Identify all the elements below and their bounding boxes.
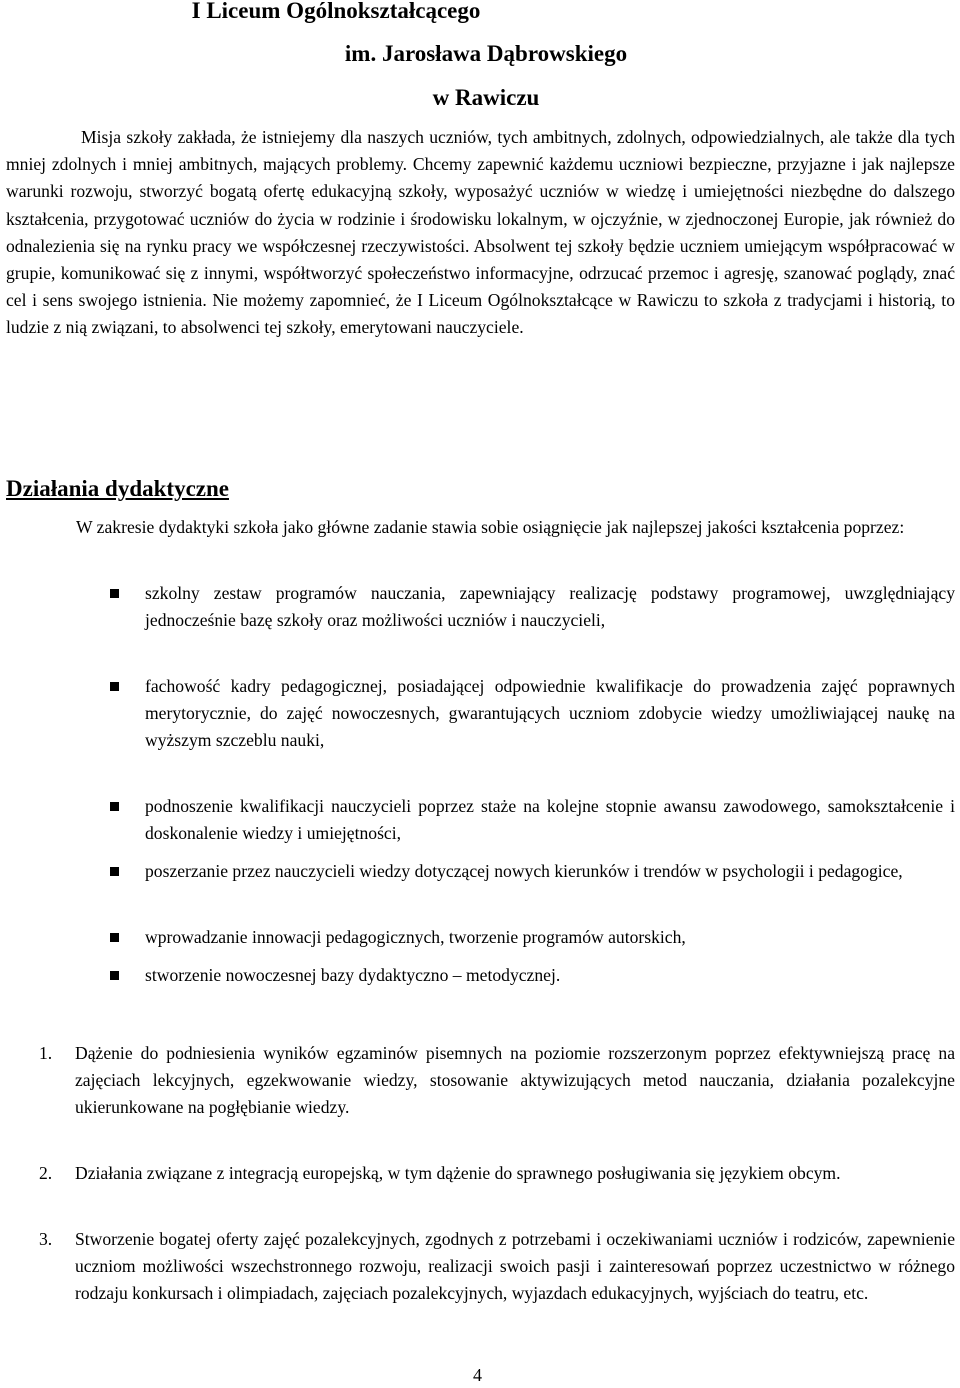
school-patron-title: im. Jarosława Dąbrowskiego bbox=[344, 41, 628, 66]
square-bullet-icon bbox=[110, 867, 119, 876]
mission-paragraph: Misja szkoły zakłada, że istniejemy dla naszych uczniów, tych ambitnych, zdolnych, odpowiedzialnych, ale także dla tych mniej zdolnych i mniej ambitnych, mających problemy. Chcemy zapewnić każdemu uczniowi bezpieczne, przyjazne i jak najlepsze warunki rozwoju, stworzyć bogatą ofertę edukacyjną szkoły, wyposażyć uczniów w wiedzę i umiejętności niezbędne do dalszego kształcenia, przygotować uczniów do życia w rodzinie i środowisku lokalnym, w ojczyźnie, w zjednoczonej Europie, jak również do odnalezienia się na rynku pracy we współczesnej rzeczywistości. Absolwent tej szkoły będzie uczniem umiejącym współpracować w grupie, komunikować się z innymi, współtworzyć społeczeństwo informacyjne, odrzucać przemoc i agresję, szanować poglądy, znać cel i sens swojego istnienia. Nie możemy zapomnieć, że I Liceum Ogólnokształcące w Rawiczu to szkoła z tradycjami i historią, to ludzie z nią związani, to absolwenci tej szkoły, emerytowani nauczyciele. bbox=[6, 127, 955, 338]
list-item-text: wprowadzanie innowacji pedagogicznych, tworzenie programów autorskich, bbox=[145, 927, 686, 947]
square-bullet-icon bbox=[110, 802, 119, 811]
school-location-title: w Rawiczu bbox=[432, 85, 540, 110]
list-item-number: 1. bbox=[39, 1043, 53, 1063]
list-item-text: stworzenie nowoczesnej bazy dydaktyczno – metodycznej. bbox=[145, 965, 561, 985]
list-item-text: poszerzanie przez nauczycieli wiedzy dotyczącej nowych kierunków i trendów w psychologii i pedagogice, bbox=[145, 861, 903, 881]
square-bullet-icon bbox=[110, 682, 119, 691]
square-bullet-icon bbox=[110, 589, 119, 598]
school-name-title: I Liceum Ogólnokształcącego bbox=[191, 0, 481, 23]
square-bullet-icon bbox=[110, 971, 119, 980]
section-heading: Działania dydaktyczne bbox=[6, 476, 229, 501]
list-item-number: 3. bbox=[39, 1229, 53, 1249]
list-item-text: Dążenie do podniesienia wyników egzaminów pisemnych na poziomie rozszerzonym poprzez efektywniejszą pracę na zajęciach lekcyjnych, egzekwowanie wiedzy, stosowanie aktywizujących metod nauczania, działania pozalekcyjne ukierunkowane na pogłębianie wiedzy. bbox=[75, 1043, 955, 1117]
page-number: 4 bbox=[473, 1365, 482, 1385]
list-item-text: Działania związane z integracją europejską, w tym dążenie do sprawnego posługiwania się językiem obcym. bbox=[75, 1163, 841, 1183]
list-item-number: 2. bbox=[39, 1163, 53, 1183]
list-item-text: szkolny zestaw programów nauczania, zapewniający realizację podstawy programowej, uwzględniający jednocześnie bazę szkoły oraz możliwości uczniów i nauczycieli, bbox=[145, 583, 955, 630]
list-item-text: fachowość kadry pedagogicznej, posiadającej odpowiednie kwalifikacje do prowadzenia zajęć poprawnych merytorycznie, do zajęć nowoczesnych, gwarantujących uczniom zdobycie wiedzy umożliwiającej naukę na wyższym szczeblu nauki, bbox=[145, 676, 955, 750]
section-intro-paragraph: W zakresie dydaktyki szkoła jako główne zadanie stawia sobie osiągnięcie jak najlepszej jakości kształcenia poprzez: bbox=[76, 517, 905, 537]
list-item-text: podnoszenie kwalifikacji nauczycieli poprzez staże na kolejne stopnie awansu zawodowego, samokształcenie i doskonalenie wiedzy i umiejętności, bbox=[145, 796, 955, 843]
square-bullet-icon bbox=[110, 933, 119, 942]
list-item-text: Stworzenie bogatej oferty zajęć pozalekcyjnych, zgodnych z potrzebami i oczekiwaniami uczniów i rodziców, zapewnienie uczniom możliwości wszechstronnego rozwoju, realizacji swoich pasji i zainteresowań poprzez uczestnictwo w różnego rodzaju konkursach i olimpiadach, zajęciach pozalekcyjnych, wyjazdach edukacyjnych, wyjściach do teatru, etc. bbox=[75, 1229, 955, 1303]
